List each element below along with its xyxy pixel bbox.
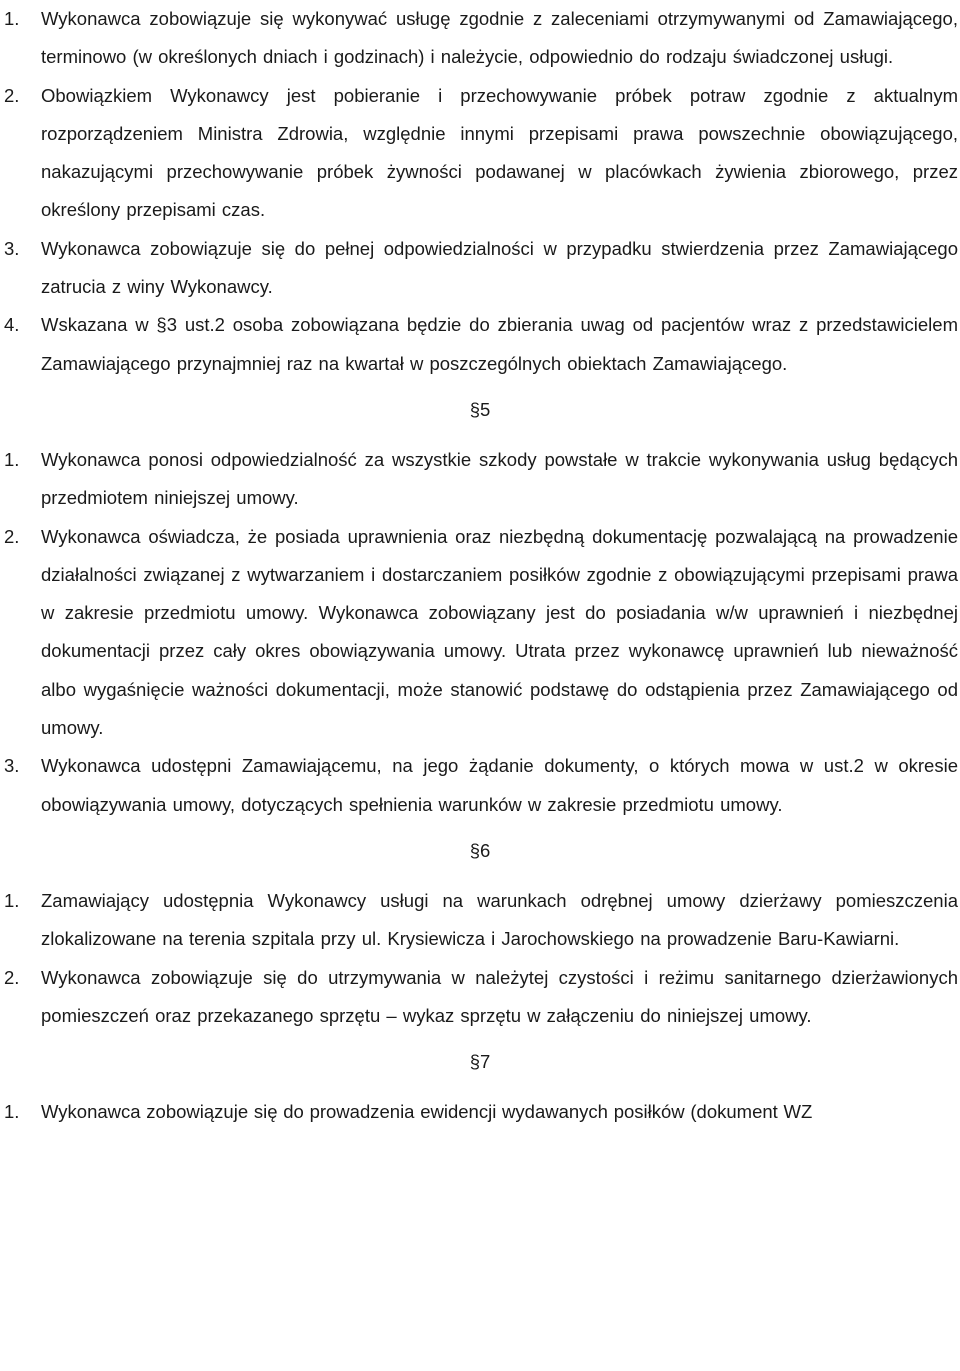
paragraph-text: Wykonawca zobowiązuje się do pełnej odpowiedzialności w przypadku stwierdzenia przez Zamawiającego zatrucia z winy Wykonawcy. — [41, 237, 958, 298]
section-heading-text: §5 — [469, 398, 491, 420]
section-heading — [0, 1035, 960, 1093]
paragraph-number: 1. — [4, 448, 20, 470]
paragraph-text: Wykonawca zobowiązuje się do prowadzenia ewidencji wydawanych posiłków (dokument WZ — [41, 1101, 813, 1123]
paragraph-number: 1. — [4, 8, 20, 29]
paragraph — [0, 441, 960, 518]
section-heading — [0, 383, 960, 441]
paragraph-number: 4. — [4, 314, 20, 336]
paragraph-text: Obowiązkiem Wykonawcy jest pobieranie i przechowywanie próbek potraw zgodnie z aktualnym rozporządzeniem Ministra Zdrowia, względnie innymi przepisami prawa powszechnie obowiązującego, nakazującymi przechowywanie próbek żywności podawanej w placówkach żywienia zbiorowego, przez określony przepisami czas. — [41, 84, 958, 221]
paragraph-number: 3. — [4, 237, 20, 259]
section-6 — [0, 824, 960, 1035]
section-heading — [0, 824, 960, 882]
paragraph — [0, 747, 960, 824]
section-heading-text: §6 — [469, 839, 491, 861]
paragraph-number: 2. — [4, 525, 20, 547]
paragraph-text: Wykonawca ponosi odpowiedzialność za wszystkie szkody powstałe w trakcie wykonywania usług będących przedmiotem niniejszej umowy. — [41, 448, 958, 509]
paragraph — [0, 0, 960, 77]
paragraph-text: Wykonawca zobowiązuje się wykonywać usługę zgodnie z zaleceniami otrzymywanymi od Zamawiającego, terminowo (w określonych dniach i godzinach) i należycie, odpowiednio do rodzaju świadczonej usługi. — [41, 8, 958, 68]
paragraph — [0, 518, 960, 748]
paragraph-text: Wskazana w §3 ust.2 osoba zobowiązana będzie do zbierania uwag od pacjentów wraz z przedstawicielem Zamawiającego przynajmniej raz na kwartał w poszczególnych obiektach Zamawiającego. — [41, 314, 958, 374]
paragraph-number: 2. — [4, 84, 20, 106]
paragraph-text: Wykonawca udostępni Zamawiającemu, na jego żądanie dokumenty, o których mowa w ust.2 w okresie obowiązywania umowy, dotyczących spełnienia warunków w zakresie przedmiotu umowy. — [41, 755, 958, 815]
paragraph-number: 2. — [4, 966, 20, 988]
paragraph-number: 1. — [4, 1101, 20, 1123]
section-heading-text: §7 — [469, 1051, 491, 1073]
paragraph — [0, 306, 960, 383]
paragraph — [0, 1093, 960, 1131]
paragraph-number: 1. — [4, 889, 20, 911]
paragraph — [0, 959, 960, 1036]
paragraph-number: 3. — [4, 755, 20, 777]
section-5 — [0, 383, 960, 824]
paragraph — [0, 882, 960, 959]
paragraph-text: Wykonawca zobowiązuje się do utrzymywania w należytej czystości i reżimu sanitarnego dzierżawionych pomieszczeń oraz przekazanego sprzętu – wykaz sprzętu w załączeniu do niniejszej umowy. — [41, 966, 958, 1026]
section-intro — [0, 0, 960, 383]
paragraph-text: Wykonawca oświadcza, że posiada uprawnienia oraz niezbędną dokumentację pozwalającą na prowadzenie działalności związanej z wytwarzaniem i dostarczaniem posiłków zgodnie z obowiązującymi przepisami prawa w zakresie przedmiotu umowy. Wykonawca zobowiązany jest do posiadania w/w uprawnień i niezbędnej dokumentacji przez cały okres obowiązywania umowy. Utrata przez wykonawcę uprawnień lub nieważność albo wygaśnięcie ważności dokumentacji, może stanowić podstawę do odstąpienia przez Zamawiającego od umowy. — [41, 525, 958, 739]
paragraph — [0, 77, 960, 230]
paragraph-text: Zamawiający udostępnia Wykonawcy usługi na warunkach odrębnej umowy dzierżawy pomieszczenia zlokalizowane na terenia szpitala przy ul. Krysiewicza i Jarochowskiego na prowadzenie Baru-Kawiarni. — [41, 889, 958, 950]
paragraph — [0, 230, 960, 307]
section-7 — [0, 1035, 960, 1131]
